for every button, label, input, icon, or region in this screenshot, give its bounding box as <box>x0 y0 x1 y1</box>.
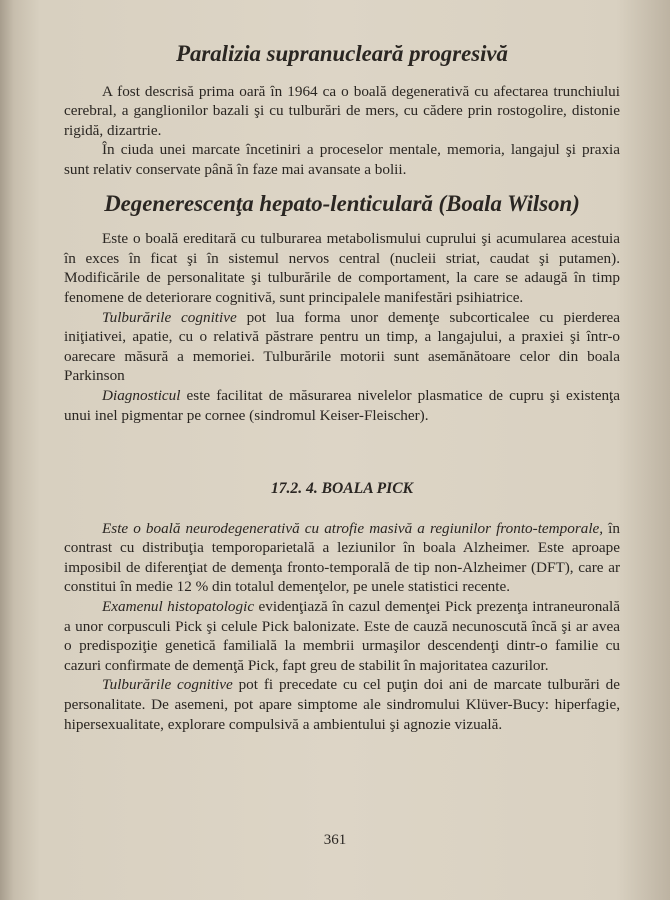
paragraph <box>64 597 620 675</box>
paragraph: În ciuda unei marcate încetiniri a proceselor mentale, memoria, langajul şi praxia sunt relativ conservate până în faze mai avansate a bolii. <box>64 141 620 178</box>
paragraph: Este o boală ereditară cu tulburarea metabolismului cuprului şi acumularea acestuia în exces în ficat şi în sistemul nervos central (nucleii striat, caudat şi putamen). Modificările de personalitate şi tulburările de comportament, la care se adaugă în timp fenomene de deteriorare cognitivă, sunt principalele manifestări psihiatrice. <box>64 230 620 306</box>
paragraph-text: pot fi precedate cu cel puţin doi ani de marcate tulburări de personalitate. De asemeni, pot apare simptome ale sindromului Klüver-Bucy: hiperfagie, hipersexualitate, explorare compulsivă a ambientului şi agnozie vizuală. <box>64 676 620 733</box>
section-title-psp: Paralizia supranucleară progresivă <box>176 41 508 66</box>
paragraph <box>64 386 620 425</box>
section-title-pick: 17.2. 4. BOALA PICK <box>270 480 414 498</box>
page-content <box>64 41 621 734</box>
italic-lead: Examenul histopatologic <box>102 598 255 616</box>
page-number: 361 <box>323 832 347 848</box>
paragraph-text: pot lua forma unor demenţe subcorticalee cu pierderea iniţiativei, apatie, cu o relativă păstrare pentru un timp, a langajului, a praxiei şi într-o oarecare măsură a memoriei. Tulburările motorii sunt asemănătoare celor din boala Parkinson <box>64 308 620 385</box>
paragraph-text: este facilitat de măsurarea nivelelor plasmatice de cupru şi existenţa unui inel pigmentar pe cornee (sindromul Keiser-Fleischer). <box>64 386 620 424</box>
paragraph-text: în contrast cu distribuţia temporoparietală a leziunilor în boala Alzheimer. Este aproape imposibil de diferenţiat de demenţa fronto-temporală de tip non-Alzheimer (DFT), care ar constitui în medie 12 % din totalul demenţelor, pe unele statistici recente. <box>64 519 620 596</box>
section-title-wilson: Degenerescenţa hepato-lenticulară (Boala Wilson) <box>104 190 580 216</box>
paragraph <box>64 675 620 734</box>
paragraph: A fost descrisă prima oară în 1964 ca o boală degenerativă cu afectarea trunchiului cerebral, a ganglionilor bazali şi cu tulburări de mers, cu cădere prin rostogolire, distonie rigidă, dizartrie. <box>64 82 620 139</box>
paragraph-text: evidenţiază în cazul demenţei Pick prezenţa intraneuronală a unor corpusculi Pick şi celule Pick balonizate. Este de cauză necunoscută încă şi ar avea o predispoziţie genetică familială la membrii urmaşilor descendenţi dintr-o familie cu cazuri confirmate de demenţă Pick, fapt greu de stabilit în majoritatea cazurilor. <box>64 598 621 674</box>
italic-lead: Tulburările cognitive <box>102 676 233 694</box>
italic-lead: Diagnosticul <box>102 386 181 404</box>
italic-lead: Tulburările cognitive <box>102 308 237 326</box>
paragraph <box>64 308 620 386</box>
paragraph <box>64 519 620 597</box>
italic-lead: Este o boală neurodegenerativă cu atrofie masivă a regiunilor fronto-temporale, <box>102 519 604 537</box>
